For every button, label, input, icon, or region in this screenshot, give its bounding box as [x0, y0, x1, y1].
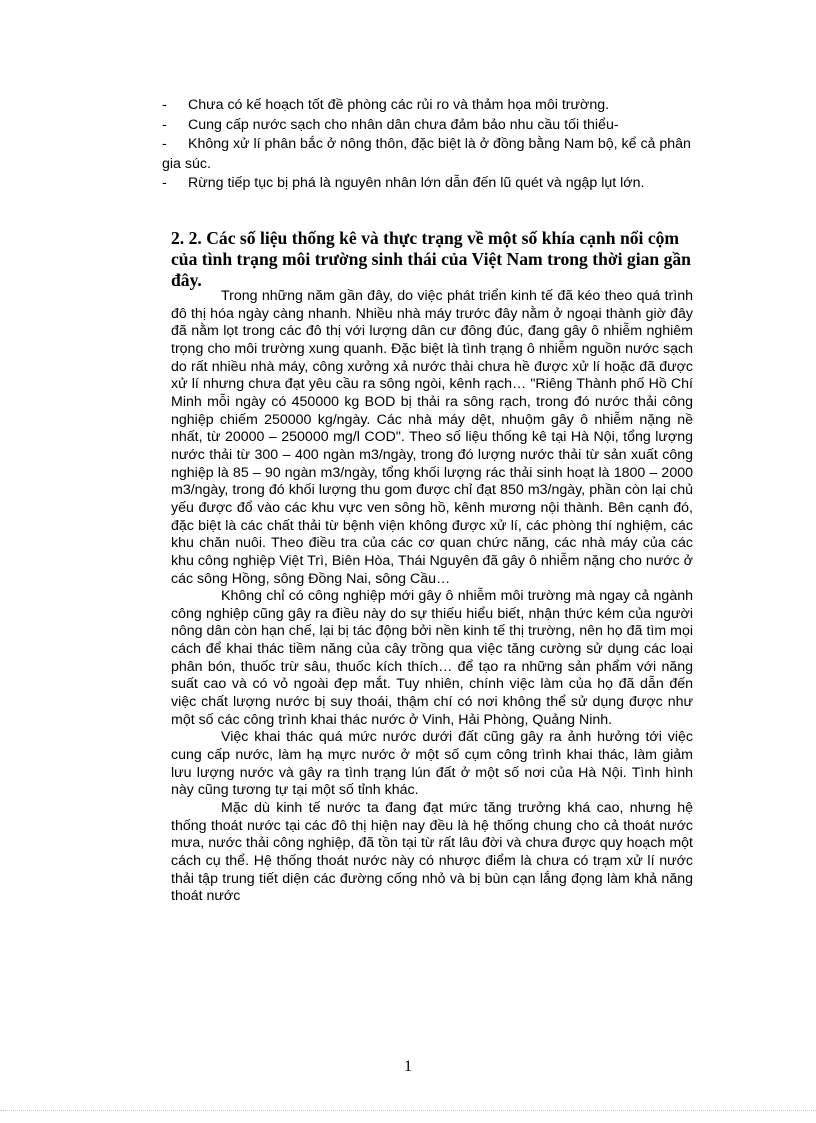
section-heading: 2. 2. Các số liệu thống kê và thực trạng về một số khía cạnh nổi cộm của tình trạng môi trường sinh thái của Việt Nam trong thời gian gần đây. [171, 228, 691, 290]
bullet-dash: - [162, 136, 167, 152]
page-number: 1 [404, 1058, 412, 1075]
bullet-item [162, 135, 692, 174]
paragraph: Mặc dù kinh tế nước ta đang đạt mức tăng trưởng khá cao, nhưng hệ thống thoát nước tại các đô thị hiện nay đều là hệ thống chung cho cả thoát nước mưa, nước thải công nghiệp, đã tồn tại từ rất lâu đời và chưa được quy hoạch một cách cụ thể. Hệ thống thoát nước này có nhược điểm là chưa có trạm xử lí nước thải tập trung tiết diện các đường cống nhỏ và bị bùn cạn lắng đọng làm khả năng thoát nước [171, 800, 693, 905]
bullet-dash: - [162, 97, 167, 113]
paragraph: Trong những năm gần đây, do việc phát triển kinh tế đã kéo theo quá trình đô thị hóa ngày càng nhanh. Nhiều nhà máy trước đây nằm ở ngoại thành giờ đây đã nằm lọt trong các đô thị với lượng dân cư đông đúc, đang gây ô nhiễm nghiêm trọng cho môi trường xung quanh. Đặc biệt là tình trạng ô nhiễm nguồn nước sạch do rất nhiều nhà máy, công xưởng xả nước thải chưa hề được xử lí hoặc đã được xử lí nhưng chưa đạt yêu cầu ra sông ngòi, kênh rạch… "Riêng Thành phố Hồ Chí Minh mỗi ngày có 450000 kg BOD bị thải ra sông rạch, trong đó nước thải công nghiệp chiếm 250000 kg/ngày. Các nhà máy dệt, nhuộm gây ô nhiễm nặng nề nhất, từ 20000 – 250000 mg/l COD". Theo số liệu thống kê tại Hà Nội, tổng lượng nước thải từ 300 – 400 ngàn m3/ngày, trong đó lượng nước thải từ sản xuất công nghiệp là 85 – 90 ngàn m3/ngày, tổng khối lượng rác thải sinh hoạt là 1800 – 2000 m3/ngày, trong đó khối lượng thu gom được chỉ đạt 850 m3/ngày, phần còn lại chủ yếu được đổ vào các khu vực ven sông hồ, kênh mương nội thành. Bên cạnh đó, đặc biệt là các chất thải từ bệnh viện không được xử lí, các phòng thí nghiệm, các khu chăn nuôi. Theo điều tra của các cơ quan chức năng, các nhà máy của các khu công nghiệp Việt Trì, Biên Hòa, Thái Nguyên đã gây ô nhiễm nặng cho nước ở các sông Hồng, sông Đồng Nai, sông Cầu… [171, 288, 693, 587]
bullet-list [162, 96, 692, 194]
bullet-dash: - [162, 175, 167, 191]
bullet-text: Không xử lí phân bắc ở nông thôn, đặc biệt là ở đồng bằng Nam bộ, kể cả phân gia súc. [162, 136, 691, 172]
bullet-text: Rừng tiếp tục bị phá là nguyên nhân lớn dẫn đến lũ quét và ngập lụt lớn. [188, 175, 645, 191]
bullet-text: Cung cấp nước sạch cho nhân dân chưa đảm bảo nhu cầu tối thiểu- [188, 116, 619, 133]
paragraph: Việc khai thác quá mức nước dưới đất cũng gây ra ảnh hưởng tới việc cung cấp nước, làm hạ mực nước ở một số cụm công trình khai thác, làm giảm lưu lượng nước và gây ra tình trạng lún đất ở một số nơi của Hà Nội. Tình hình này cũng tương tự tại một số tỉnh khác. [171, 729, 693, 799]
bullet-dash: - [162, 116, 167, 133]
bullet-text: Chưa có kế hoạch tốt đề phòng các rủi ro và thảm họa môi trường. [188, 97, 610, 113]
bullet-item [162, 174, 692, 194]
body-text [171, 288, 693, 906]
bullet-item [162, 116, 692, 136]
paragraph: Không chỉ có công nghiệp mới gây ô nhiễm môi trường mà ngay cả ngành công nghiệp cũng gây ra điều này do sự thiếu hiểu biết, nhận thức kém của người nông dân còn hạn chế, lại bị tác động bởi nền kinh tế thị trường, nên họ đã tìm mọi cách để khai thác tiềm năng của cây trồng qua việc tăng cường sử dụng các loại phân bón, thuốc trừ sâu, thuốc kích thích… để tạo ra những sản phẩm với năng suất cao và có vỏ ngoài đẹp mắt. Tuy nhiên, chính việc làm của họ đã dẫn đến việc chất lượng nước bị suy thoái, thậm chí có nơi không thể sử dụng được như một số các công trình khai thác nước ở Vinh, Hải Phòng, Quảng Ninh. [171, 588, 693, 728]
bullet-item [162, 96, 692, 116]
page-bottom-border [0, 1110, 816, 1111]
